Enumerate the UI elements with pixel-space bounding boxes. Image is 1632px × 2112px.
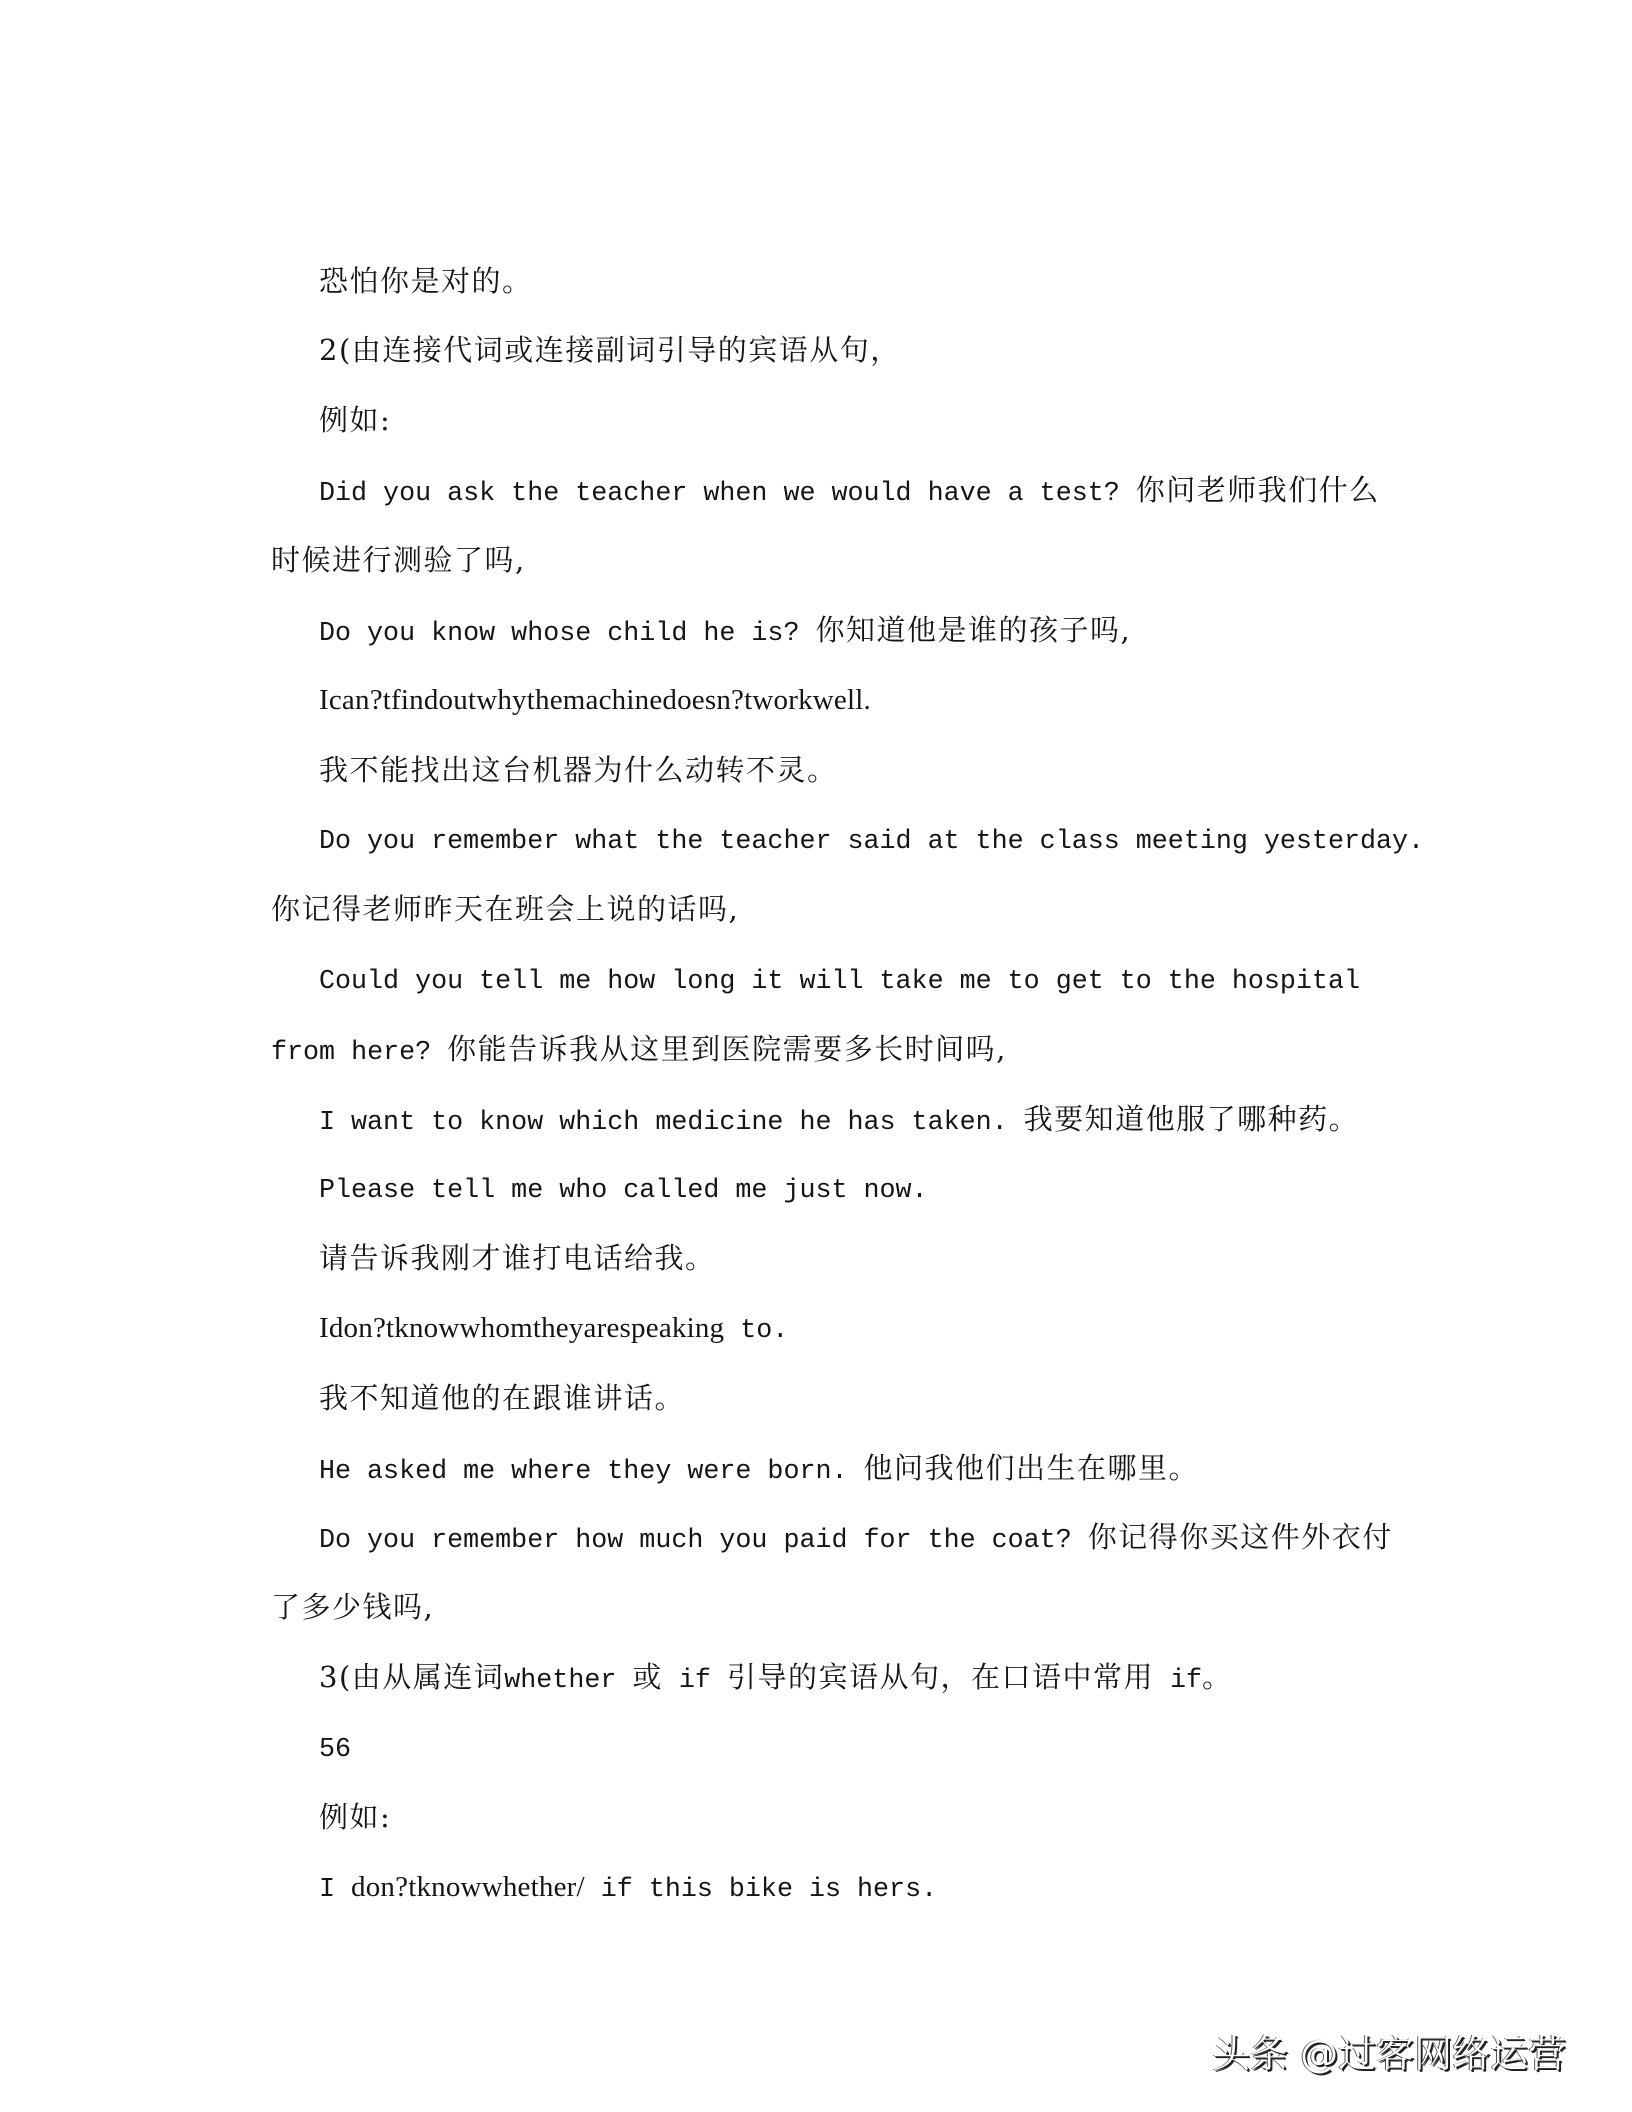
chinese-text: 时候进行测验了吗, xyxy=(271,543,526,577)
example-sentence xyxy=(290,1408,1200,1487)
page-number xyxy=(290,1687,352,1765)
example-sentence xyxy=(290,919,1360,997)
text-line-continuation xyxy=(242,1547,435,1624)
chinese-text: 你记得你买这件外衣付 xyxy=(1087,1520,1393,1554)
page-number-text: 56 xyxy=(319,1735,352,1765)
translation-line xyxy=(290,710,838,787)
english-text: I want to know which medicine he has taken. xyxy=(319,1108,1024,1138)
translation-line xyxy=(290,1338,686,1415)
chinese-text: 了多少钱吗, xyxy=(271,1590,435,1624)
chinese-text: 例如: xyxy=(319,1800,392,1834)
english-text: whether xyxy=(504,1666,633,1696)
section-heading-2 xyxy=(290,290,901,367)
example-sentence xyxy=(290,430,1380,509)
english-text: if xyxy=(662,1666,727,1696)
example-label xyxy=(290,360,392,437)
example-sentence xyxy=(290,1059,1360,1138)
chinese-text: 你问老师我们什么 xyxy=(1135,473,1380,507)
translation-line xyxy=(290,1198,716,1275)
example-sentence xyxy=(290,640,871,716)
chinese-text: 我要知道他服了哪种药。 xyxy=(1023,1102,1360,1136)
example-sentence xyxy=(290,1268,789,1346)
chinese-text: 请告诉我刚才谁打电话给我。 xyxy=(319,1241,716,1275)
chinese-text: 。 xyxy=(1202,1660,1233,1694)
english-text: Do you remember how much you paid for the coat? xyxy=(319,1526,1088,1556)
english-text: from here? xyxy=(271,1038,448,1068)
english-text: Do you remember what the teacher said at the class meeting yesterday. xyxy=(319,827,1425,857)
text-line-continuation xyxy=(242,989,1007,1068)
english-text: Could you tell me how long it will take me to get to the hospital xyxy=(319,967,1360,997)
example-sentence xyxy=(290,1128,928,1206)
chinese-text: 或 xyxy=(632,1660,663,1694)
text-run: 例如: xyxy=(319,403,392,437)
chinese-text: 引导的宾语从句，在口语中常用 xyxy=(726,1660,1154,1694)
chinese-text: 你知道他是谁的孩子吗, xyxy=(815,613,1132,647)
english-text: to. xyxy=(724,1316,789,1346)
english-text: if xyxy=(1153,1666,1203,1696)
chinese-text: 你能告诉我从这里到医院需要多长时间吗, xyxy=(447,1032,1007,1066)
english-text: I xyxy=(319,1875,352,1905)
watermark: 头条 @过客网络运营 xyxy=(1212,2032,1567,2076)
section-heading-3 xyxy=(290,1617,1233,1696)
text-run: 2(由连接代词或连接副词引导的宾语从句， xyxy=(319,333,901,367)
chinese-text: 我不知道他的在跟谁讲话。 xyxy=(319,1381,686,1415)
chinese-text: 他问我他们出生在哪里。 xyxy=(863,1451,1200,1485)
english-text: don?tknowwhether/ xyxy=(351,1871,585,1903)
english-text: Did you ask the teacher when we would have a test? xyxy=(319,479,1136,509)
text-line xyxy=(290,221,533,298)
example-sentence xyxy=(290,1827,938,1905)
chinese-text: 你记得老师昨天在班会上说的话吗, xyxy=(271,892,740,926)
text-line-continuation xyxy=(242,500,526,577)
english-text: Ican?tfindoutwhythemachinedoesn?tworkwell. xyxy=(319,684,871,716)
example-sentence xyxy=(290,779,1425,857)
text-run: 恐怕你是对的。 xyxy=(319,264,533,298)
chinese-text: 3(由从属连词 xyxy=(319,1660,505,1694)
english-text: Do you know whose child he is? xyxy=(319,619,816,649)
english-text: Please tell me who called me just now. xyxy=(319,1176,928,1206)
translation-line xyxy=(242,849,740,926)
english-text: Idon?tknowwhomtheyarespeaking xyxy=(319,1312,725,1344)
english-text: if this bike is hers. xyxy=(584,1875,938,1905)
example-sentence xyxy=(290,1477,1393,1556)
english-text: He asked me where they were born. xyxy=(319,1457,864,1487)
chinese-text: 我不能找出这台机器为什么动转不灵。 xyxy=(319,753,838,787)
example-label xyxy=(290,1757,392,1834)
example-sentence xyxy=(290,570,1132,649)
